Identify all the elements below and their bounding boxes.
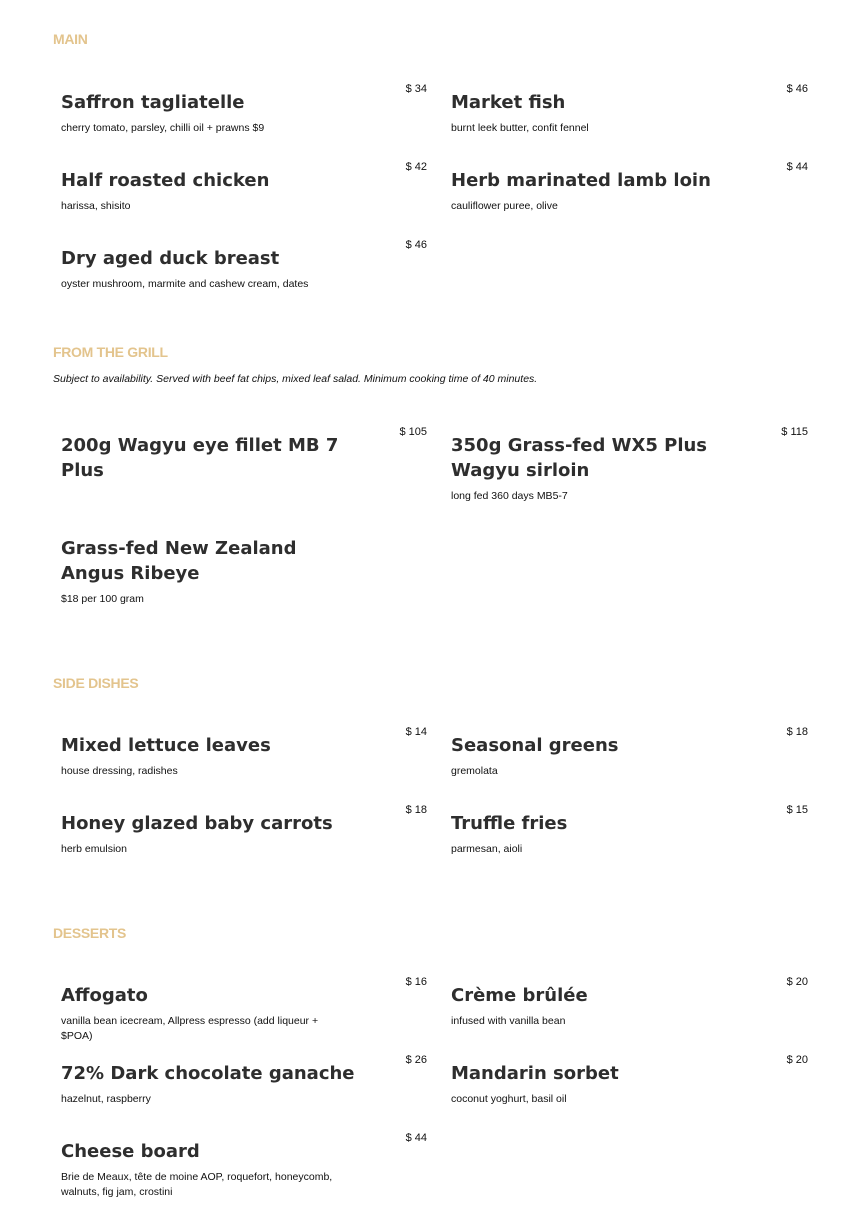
item-description: gremolata [451,765,498,777]
item-price: $ 18 [786,726,808,738]
item-description: house dressing, radishes [61,765,178,777]
item-price: $ 15 [786,804,808,816]
item-price: $ 105 [399,426,427,438]
item-name: Seasonal greens [451,735,619,756]
item-name: 200g Wagyu eye fillet MB 7 Plus [61,435,339,481]
item-price: $ 42 [405,161,427,173]
menu-item-creme-brulee [451,976,821,1029]
item-name: Dry aged duck breast [61,248,280,269]
item-name: Saffron tagliatelle [61,92,245,113]
item-description: cauliflower puree, olive [451,200,558,212]
section-title-desserts: DESSERTS [53,925,127,941]
menu-item-cheese-board [61,1132,431,1200]
menu-item-affogato [61,976,431,1044]
item-description: vanilla bean icecream, Allpress espresso (add liqueur + $POA) [61,1015,319,1042]
item-price: $ 14 [405,726,427,738]
item-name: Herb marinated lamb loin [451,170,711,191]
item-price: $ 26 [405,1054,427,1066]
item-description: parmesan, aioli [451,843,523,855]
item-name: Truffle fries [451,813,568,834]
section-title-sides: SIDE DISHES [53,675,139,691]
menu-item-seasonal-greens [451,726,821,779]
item-price: $ 46 [405,239,427,251]
item-name: 350g Grass-fed WX5 Plus Wagyu sirloin [451,435,708,481]
menu-item-saffron-tagliatelle [61,83,431,136]
section-title-grill: FROM THE GRILL [53,344,168,360]
section-title-main: MAIN [53,31,88,47]
item-price: $ 20 [786,976,808,988]
menu-item-herb-marinated-lamb-loin [451,161,821,214]
item-name: Half roasted chicken [61,170,270,191]
item-description: $18 per 100 gram [61,593,144,605]
item-description: Brie de Meaux, tête de moine AOP, roquefort, honeycomb, walnuts, fig jam, crostini [61,1171,333,1198]
item-name: Affogato [61,985,148,1006]
item-description: infused with vanilla bean [451,1015,566,1027]
menu-item-angus-ribeye [61,536,431,607]
item-name: Grass-fed New Zealand Angus Ribeye [61,538,297,584]
menu-item-market-fish [451,83,821,136]
menu-item-honey-glazed-carrots [61,804,431,857]
section-note-grill: Subject to availability. Served with beef fat chips, mixed leaf salad. Minimum cooking time of 40 minutes. [53,373,538,385]
item-description: cherry tomato, parsley, chilli oil + prawns $9 [61,122,265,134]
item-price: $ 18 [405,804,427,816]
menu-item-dark-chocolate-ganache [61,1054,431,1107]
menu-item-truffle-fries [451,804,821,857]
menu-item-mandarin-sorbet [451,1054,821,1107]
item-price: $ 20 [786,1054,808,1066]
item-description: hazelnut, raspberry [61,1093,151,1105]
menu-item-wagyu-eye-fillet [61,426,431,483]
menu-item-dry-aged-duck-breast [61,239,431,292]
item-name: Mandarin sorbet [451,1063,619,1084]
item-price: $ 44 [786,161,808,173]
menu-item-wagyu-sirloin [451,426,821,504]
item-name: Honey glazed baby carrots [61,813,333,834]
item-name: Cheese board [61,1141,200,1162]
item-description: long fed 360 days MB5-7 [451,490,568,502]
item-price: $ 46 [786,83,808,95]
item-name: Mixed lettuce leaves [61,735,271,756]
item-description: coconut yoghurt, basil oil [451,1093,567,1105]
item-price: $ 44 [405,1132,427,1144]
item-description: harissa, shisito [61,200,131,212]
item-name: 72% Dark chocolate ganache [61,1063,355,1084]
item-name: Market fish [451,92,566,113]
menu-item-half-roasted-chicken [61,161,431,214]
item-description: burnt leek butter, confit fennel [451,122,589,134]
item-description: herb emulsion [61,843,127,855]
menu-item-mixed-lettuce-leaves [61,726,431,779]
item-price: $ 115 [781,426,808,438]
item-description: oyster mushroom, marmite and cashew cream, dates [61,278,309,290]
item-price: $ 34 [405,83,427,95]
item-price: $ 16 [405,976,427,988]
item-name: Crème brûlée [451,985,588,1006]
